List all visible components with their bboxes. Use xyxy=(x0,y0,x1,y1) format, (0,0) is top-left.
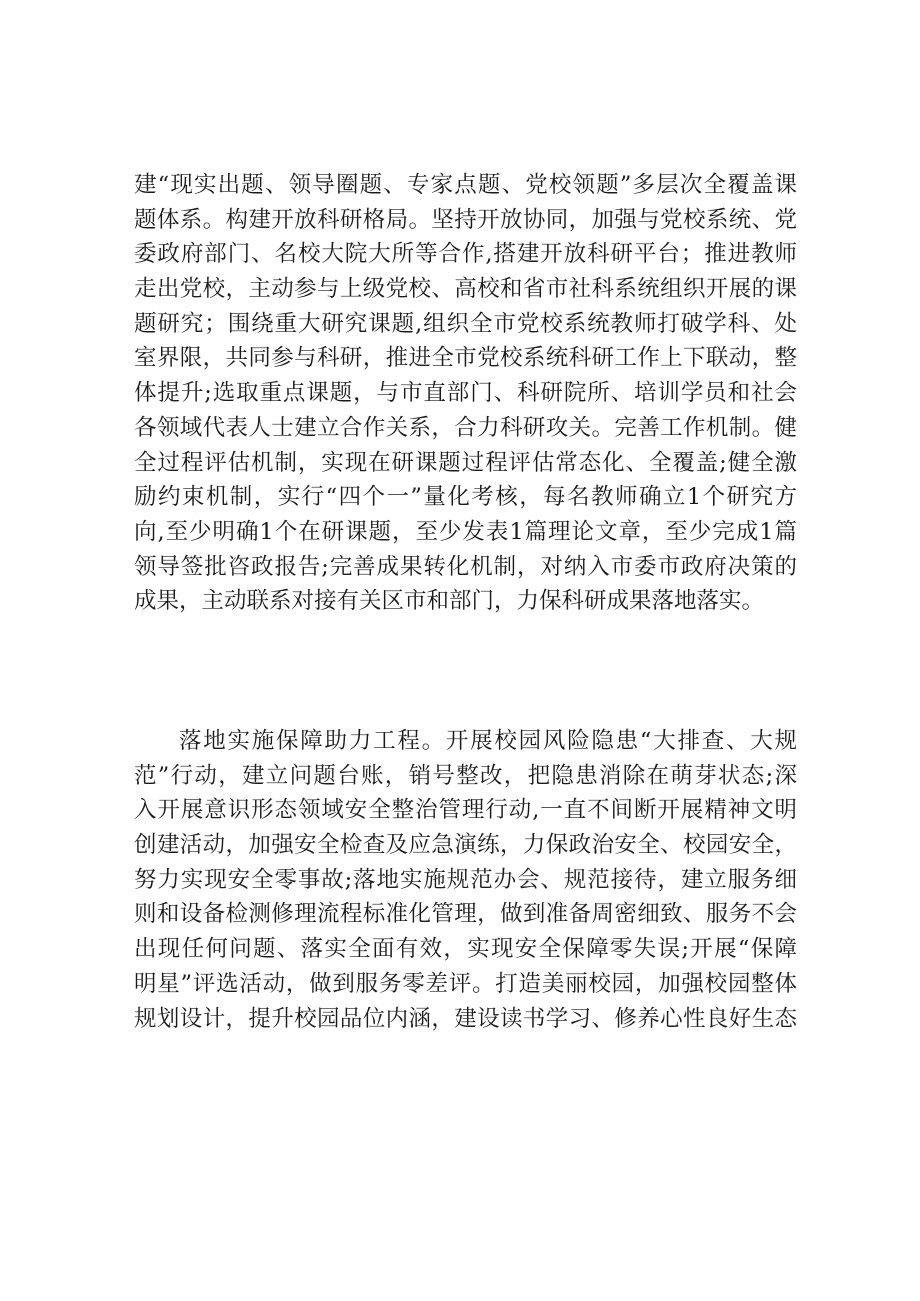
text-line: 走出党校，主动参与上级党校、高校和省市社科系统组织开展的课 xyxy=(134,276,797,303)
text-line: 室界限，共同参与科研，推进全市党校系统科研工作上下联动，整 xyxy=(134,345,797,372)
text-line: 委政府部门、名校大院大所等合作,搭建开放科研平台；推进教师 xyxy=(134,241,797,268)
text-line: 明星”评选活动，做到服务零差评。打造美丽校园，加强校园整体 xyxy=(134,970,797,997)
text-line: 入开展意识形态领域安全整治管理行动,一直不间断开展精神文明 xyxy=(134,797,797,824)
text-line: 题体系。构建开放科研格局。坚持开放协同，加强与党校系统、党 xyxy=(134,206,797,233)
text-line: 范”行动，建立问题台账，销号整改，把隐患消除在萌芽状态;深 xyxy=(134,762,797,789)
text-line: 则和设备检测修理流程标准化管理，做到准备周密细致、服务不会 xyxy=(134,901,797,928)
text-line: 规划设计，提升校园品位内涵，建设读书学习、修养心性良好生态 xyxy=(134,1005,797,1032)
text-line: 成果，主动联系对接有关区市和部门，力保科研成果落地落实。 xyxy=(134,588,765,615)
text-line: 建“现实出题、领导圈题、专家点题、党校领题”多层次全覆盖课 xyxy=(134,172,797,198)
text-line: 努力实现安全零事故;落地实施规范办会、规范接待，建立服务细 xyxy=(134,866,797,893)
paragraph-safety xyxy=(134,724,797,1036)
text-line: 向,至少明确1个在研课题，至少发表1篇理论文章，至少完成1篇 xyxy=(134,518,797,545)
text-line: 各领域代表人士建立合作关系，合力科研攻关。完善工作机制。健 xyxy=(134,414,797,441)
text-line: 落地实施保障助力工程。开展校园风险隐患“大排查、大规 xyxy=(179,728,797,754)
text-line: 题研究；围绕重大研究课题,组织全市党校系统教师打破学科、处 xyxy=(134,310,797,337)
text-line: 体提升;选取重点课题，与市直部门、科研院所、培训学员和社会 xyxy=(134,380,797,407)
text-line: 励约束机制，实行“四个一”量化考核，每名教师确立1个研究方 xyxy=(134,484,797,511)
text-line: 全过程评估机制，实现在研课题过程评估常态化、全覆盖;健全激 xyxy=(134,449,797,476)
text-line: 领导签批咨政报告;完善成果转化机制，对纳入市委市政府决策的 xyxy=(134,553,797,580)
text-line: 创建活动，加强安全检查及应急演练，力保政治安全、校园安全， xyxy=(134,832,797,859)
paragraph-research xyxy=(134,168,797,619)
text-line: 出现任何问题、落实全面有效，实现安全保障零失误;开展“保障 xyxy=(134,936,797,963)
